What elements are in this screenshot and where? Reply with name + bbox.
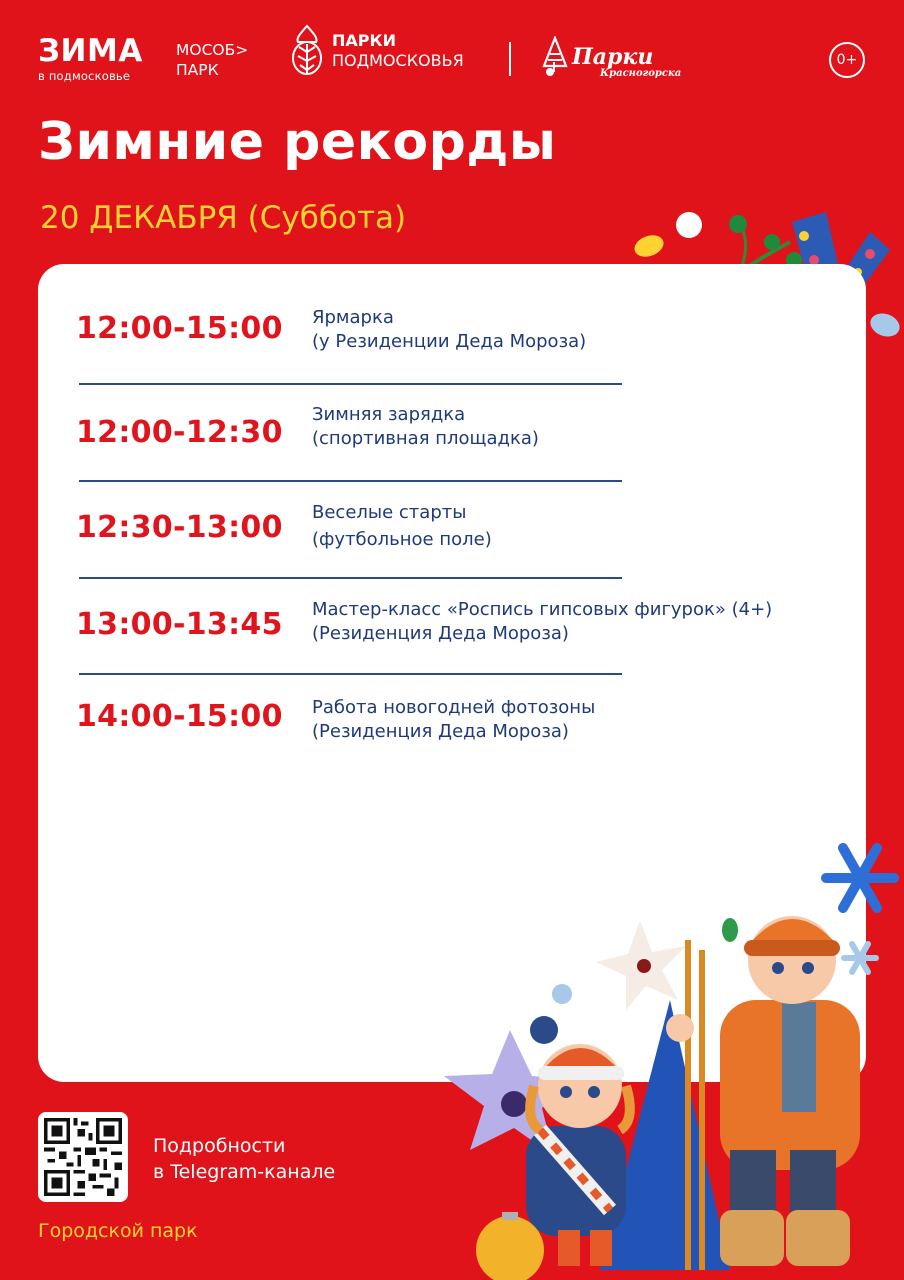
schedule-time: 12:30-13:00	[76, 510, 283, 545]
telegram-info-line2: в Telegram-канале	[153, 1161, 336, 1183]
tree-music-icon	[540, 36, 570, 78]
row-divider	[79, 673, 622, 675]
mosobpark-logo	[176, 40, 248, 80]
age-rating-badge: 0+	[829, 42, 865, 78]
qr-code-icon	[44, 1118, 122, 1196]
event-title: Зимняя зарядка	[312, 404, 466, 425]
zima-logo	[38, 33, 143, 83]
row-divider	[79, 383, 622, 385]
snowflake-small-icon	[844, 944, 876, 972]
event-title: Веселые старты	[312, 502, 467, 523]
schedule-event	[312, 403, 539, 451]
leaf-cone-icon	[290, 24, 324, 78]
schedule-event	[312, 696, 595, 744]
parki-logo-line1: ПАРКИ	[332, 31, 396, 50]
confetti-yellow	[631, 231, 666, 260]
row-divider	[79, 577, 622, 579]
parki-podmoskovya-logo	[290, 24, 464, 78]
qr-code[interactable]	[38, 1112, 128, 1202]
park-name: Городской парк	[38, 1220, 198, 1242]
schedule-time: 14:00-15:00	[76, 699, 283, 734]
krasnogorsk-logo-sub: Красногорска	[600, 68, 682, 79]
girl-figure	[526, 1016, 630, 1266]
event-title: Ярмарка	[312, 307, 394, 328]
krasnogorsk-logo-main: Парки	[572, 44, 654, 70]
parki-krasnogorska-logo	[540, 36, 682, 79]
header-divider	[509, 42, 511, 76]
page-title: Зимние рекорды	[38, 112, 557, 172]
event-location: (футбольное поле)	[312, 529, 492, 550]
event-location: (спортивная площадка)	[312, 428, 539, 449]
mosobpark-logo-line1: МОСОБ>	[176, 41, 249, 59]
schedule-event	[312, 306, 586, 354]
telegram-info-line1: Подробности	[153, 1135, 286, 1157]
event-title: Мастер-класс «Роспись гипсовых фигурок» (4+)	[312, 599, 773, 620]
winter-kids-illustration	[430, 830, 904, 1280]
zima-logo-subtitle: в подмосковье	[38, 69, 131, 83]
zima-logo-title: ЗИМА	[38, 33, 143, 69]
schedule-event	[312, 598, 772, 646]
event-title: Работа новогодней фотозоны	[312, 697, 596, 718]
mosobpark-logo-line2: ПАРК	[176, 61, 219, 79]
schedule-time: 12:00-15:00	[76, 311, 283, 346]
row-divider	[79, 480, 622, 482]
parki-logo-line2: ПОДМОСКОВЬЯ	[332, 51, 464, 70]
schedule-time: 13:00-13:45	[76, 607, 283, 642]
schedule-event	[312, 501, 492, 552]
event-date: 20 ДЕКАБРЯ (Суббота)	[40, 200, 407, 236]
schedule-time: 12:00-12:30	[76, 415, 283, 450]
snowflake-icon	[826, 848, 894, 908]
telegram-info	[153, 1133, 335, 1185]
event-location: (Резиденция Деда Мороза)	[312, 623, 569, 644]
event-location: (Резиденция Деда Мороза)	[312, 721, 569, 742]
confetti-white	[676, 212, 702, 238]
event-location: (у Резиденции Деда Мороза)	[312, 331, 587, 352]
